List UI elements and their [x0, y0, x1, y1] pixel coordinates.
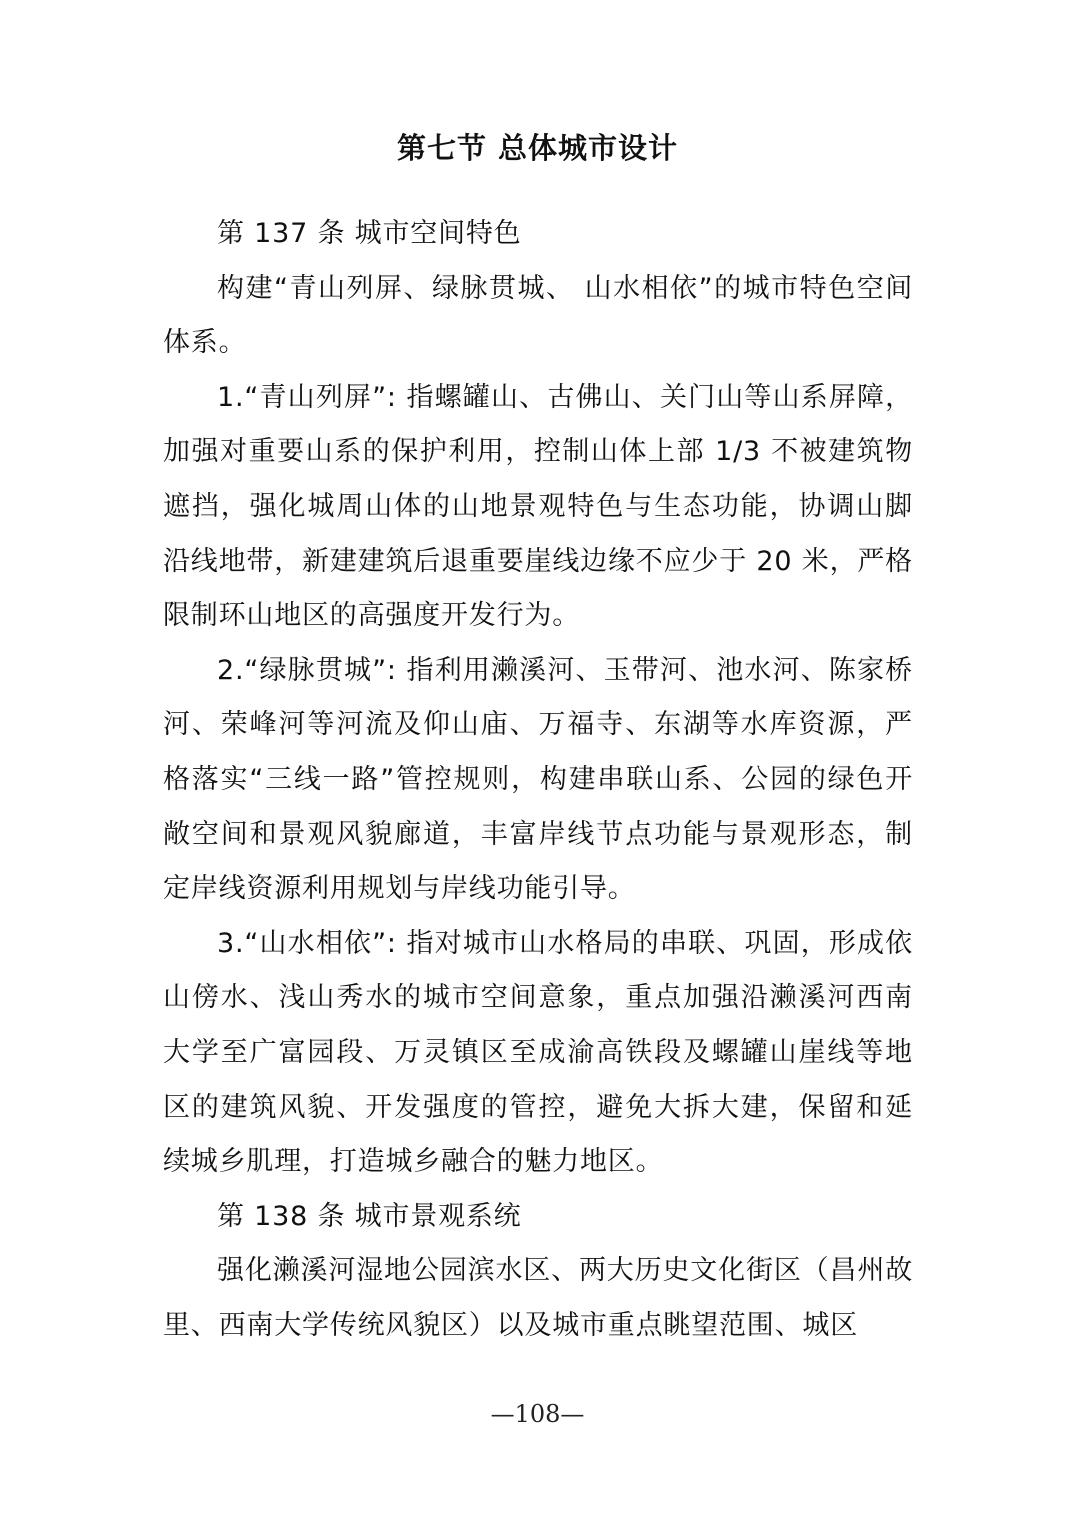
page-number: —108— [490, 1400, 585, 1428]
paragraph-item-1: 1.“青山列屏”: 指螺罐山、古佛山、关门山等山系屏障，加强对重要山系的保护利用，控制山体上部 1/3 不被建筑物遮挡，强化城周山体的山地景观特色与生态功能，协调山脚沿线地带，新建建筑后退重要崖线边缘不应少于 20 米，严格限制环山地区的高强度开发行为。 [163, 381, 913, 632]
article-138-heading: 第 138 条 城市景观系统 [217, 1200, 522, 1232]
article-137-heading: 第 137 条 城市空间特色 [217, 218, 522, 249]
paragraph-item-3: 3.“山水相依”: 指对城市山水格局的串联、巩固，形成依山傍水、浅山秀水的城市空间意象，重点加强沿濑溪河西南大学至广富园段、万灵镇区至成渝高铁段及螺罐山崖线等地区的建筑风貌、开发强度的管控，避免大拆大建，保留和延续城乡肌理，打造城乡融合的魅力地区。 [163, 927, 913, 1178]
paragraph-landscape: 强化濑溪河湿地公园滨水区、两大历史文化街区（昌州故里、西南大学传统风貌区）以及城市重点眺望范围、城区 [163, 1255, 913, 1341]
body-text [163, 207, 913, 1353]
paragraph-intro: 构建“青山列屏、绿脉贯城、 山水相依”的城市特色空间体系。 [163, 272, 913, 359]
section-title: 第七节 总体城市设计 [396, 131, 679, 165]
paragraph-item-2: 2.“绿脉贯城”: 指利用濑溪河、玉带河、池水河、陈家桥河、荣峰河等河流及仰山庙、万福寺、东湖等水库资源，严格落实“三线一路”管控规则，构建串联山系、公园的绿色开敞空间和景观风貌廊道，丰富岸线节点功能与景观形态，制定岸线资源利用规划与岸线功能引导。 [163, 654, 913, 905]
